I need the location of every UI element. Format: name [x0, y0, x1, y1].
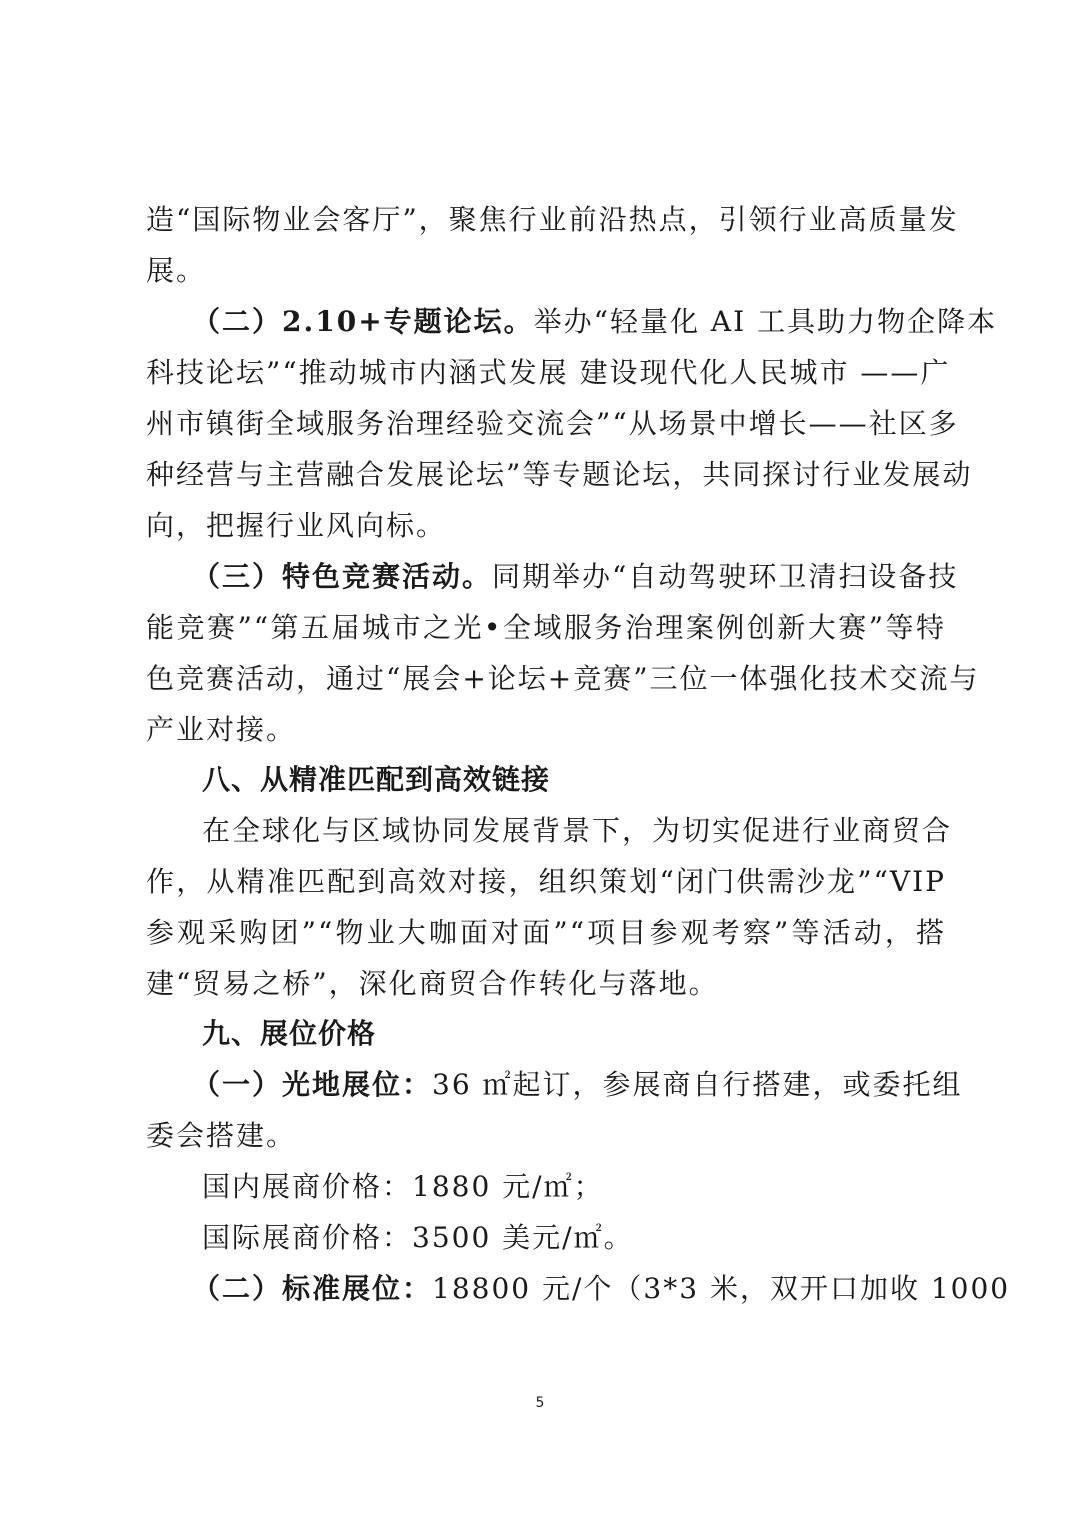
section-heading-9: 九、展位价格 — [202, 1017, 377, 1050]
paragraph-line: 向，把握行业风向标。 — [146, 509, 447, 542]
paragraph-line: 色竞赛活动，通过“展会+论坛+竞赛”三位一体强化技术交流与 — [146, 662, 980, 695]
page-number: 5 — [535, 1395, 545, 1411]
section-3-line — [192, 557, 959, 597]
paragraph-line: 造“国际物业会客厅”，聚焦行业前沿热点，引领行业高质量发 — [146, 203, 959, 236]
paragraph-line: 作，从精准匹配到高效对接，组织策划“闭门供需沙龙”“VIP — [146, 865, 946, 898]
paragraph-line: 委会搭建。 — [146, 1119, 297, 1152]
section-2-text: 举办“轻量化 AI 工具助力物企降本 — [533, 305, 998, 338]
price-international: 国际展商价格：3500 美元/㎡。 — [202, 1221, 634, 1254]
section-heading-8: 八、从精准匹配到高效链接 — [202, 763, 551, 796]
paragraph-line: 建“贸易之桥”，深化商贸合作转化与落地。 — [146, 967, 719, 1000]
paragraph-line: 产业对接。 — [146, 713, 297, 746]
paragraph-line: 参观采购团”“物业大咖面对面”“项目参观考察”等活动，搭 — [146, 916, 946, 949]
section-9-2-line — [192, 1269, 1011, 1309]
section-9-1-label: （一）光地展位： — [192, 1068, 433, 1101]
paragraph-line: 展。 — [146, 254, 207, 287]
section-2-label: （二）2.10+专题论坛。 — [192, 305, 534, 338]
section-3-label: （三）特色竞赛活动。 — [192, 560, 493, 593]
section-3-text: 同期举办“自动驾驶环卫清扫设备技 — [492, 560, 959, 593]
paragraph-line: 种经营与主营融合发展论坛”等专题论坛，共同探讨行业发展动 — [146, 458, 973, 491]
section-2-line — [192, 302, 998, 342]
price-domestic: 国内展商价格：1880 元/㎡； — [202, 1170, 604, 1203]
paragraph-line: 在全球化与区域协同发展背景下，为切实促进行业商贸合 — [202, 814, 953, 847]
paragraph-line: 能竞赛”“第五届城市之光•全域服务治理案例创新大赛”等特 — [146, 611, 946, 644]
section-9-2-label: （二）标准展位： — [192, 1272, 433, 1305]
section-9-2-text: 18800 元/个（3*3 米，双开口加收 1000 — [432, 1272, 1011, 1305]
paragraph-line: 州市镇街全域服务治理经验交流会”“从场景中增长——社区多 — [146, 407, 959, 440]
section-9-1-text: 36 ㎡起订，参展商自行搭建，或委托组 — [432, 1068, 963, 1101]
section-9-1-line — [192, 1065, 963, 1105]
paragraph-line: 科技论坛”“推动城市内涵式发展 建设现代化人民城市 ——广 — [146, 356, 951, 389]
